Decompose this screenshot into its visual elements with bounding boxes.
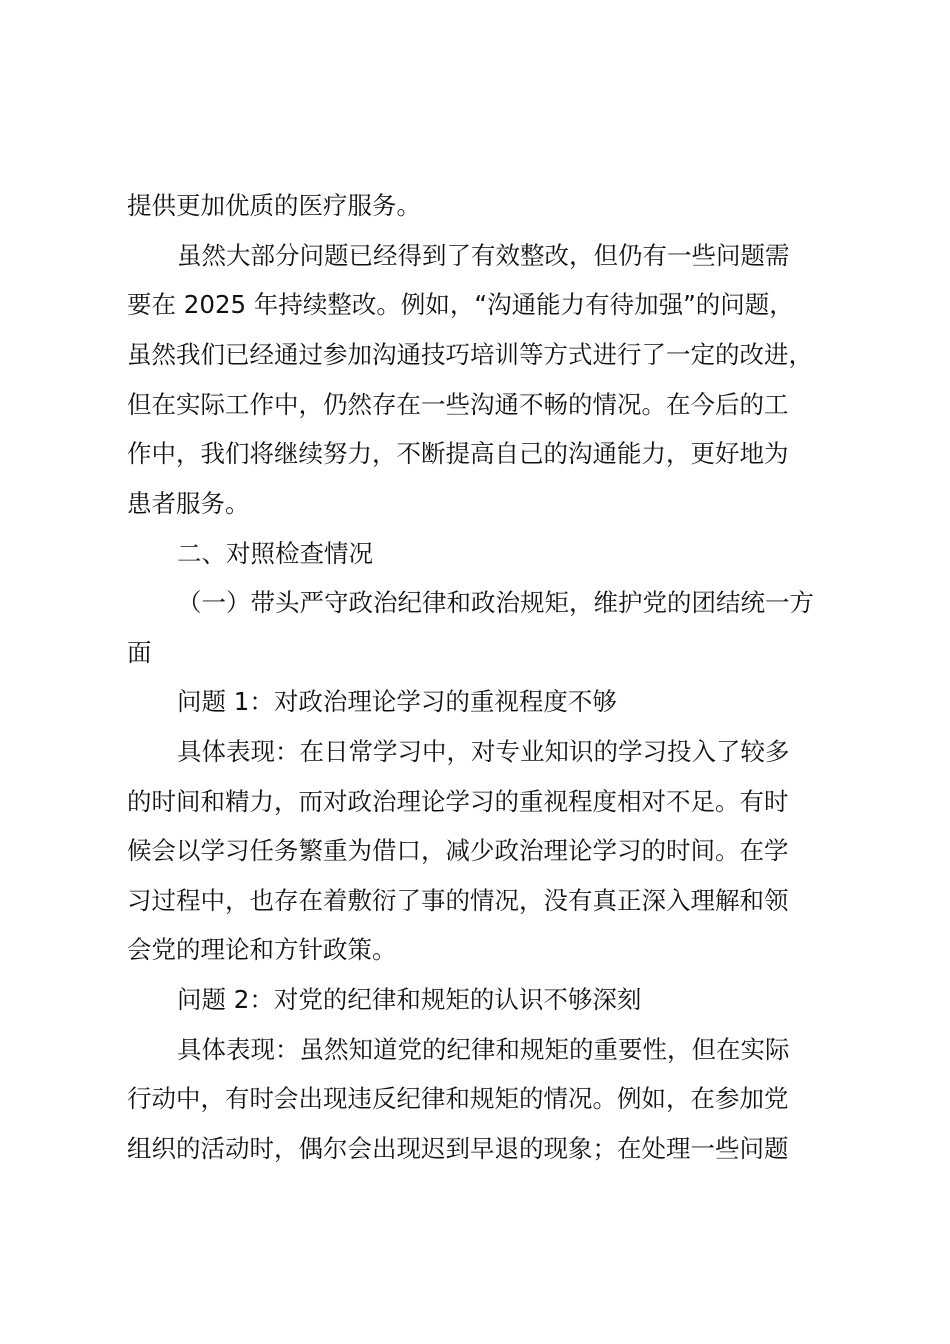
- paragraph-line: 的时间和精力，而对政治理论学习的重视程度相对不足。有时: [127, 787, 789, 816]
- paragraph-line: 虽然我们已经通过参加沟通技巧培训等方式进行了一定的改进，: [127, 340, 813, 369]
- paragraph-line: 作中，我们将继续努力，不断提高自己的沟通能力，更好地为: [127, 439, 789, 468]
- paragraph-line: 组织的活动时，偶尔会出现迟到早退的现象；在处理一些问题: [127, 1134, 789, 1163]
- issue-heading: 问题 2：对党的纪律和规矩的认识不够深刻: [177, 985, 642, 1014]
- subsection-heading-continued: 面: [127, 638, 152, 667]
- paragraph-line: 但在实际工作中，仍然存在一些沟通不畅的情况。在今后的工: [127, 390, 789, 419]
- paragraph-line: 习过程中，也存在着敷衍了事的情况，没有真正深入理解和领: [127, 886, 789, 915]
- subsection-heading: （一）带头严守政治纪律和政治规矩，维护党的团结统一方: [177, 588, 814, 617]
- paragraph-line: 会党的理论和方针政策。: [127, 935, 397, 964]
- paragraph-line: 具体表现：虽然知道党的纪律和规矩的重要性，但在实际: [177, 1035, 790, 1064]
- paragraph-line: 患者服务。: [127, 489, 250, 518]
- paragraph-line: 提供更加优质的医疗服务。: [127, 191, 421, 220]
- issue-heading: 问题 1：对政治理论学习的重视程度不够: [177, 687, 617, 716]
- paragraph-line: 虽然大部分问题已经得到了有效整改，但仍有一些问题需: [177, 241, 790, 270]
- paragraph-line: 要在 2025 年持续整改。例如，“沟通能力有待加强”的问题，: [127, 290, 794, 319]
- section-heading: 二、对照检查情况: [177, 539, 373, 568]
- paragraph-line: 行动中，有时会出现违反纪律和规矩的情况。例如，在参加党: [127, 1084, 789, 1113]
- paragraph-line: 具体表现：在日常学习中，对专业知识的学习投入了较多: [177, 737, 790, 766]
- paragraph-line: 候会以学习任务繁重为借口，减少政治理论学习的时间。在学: [127, 836, 789, 865]
